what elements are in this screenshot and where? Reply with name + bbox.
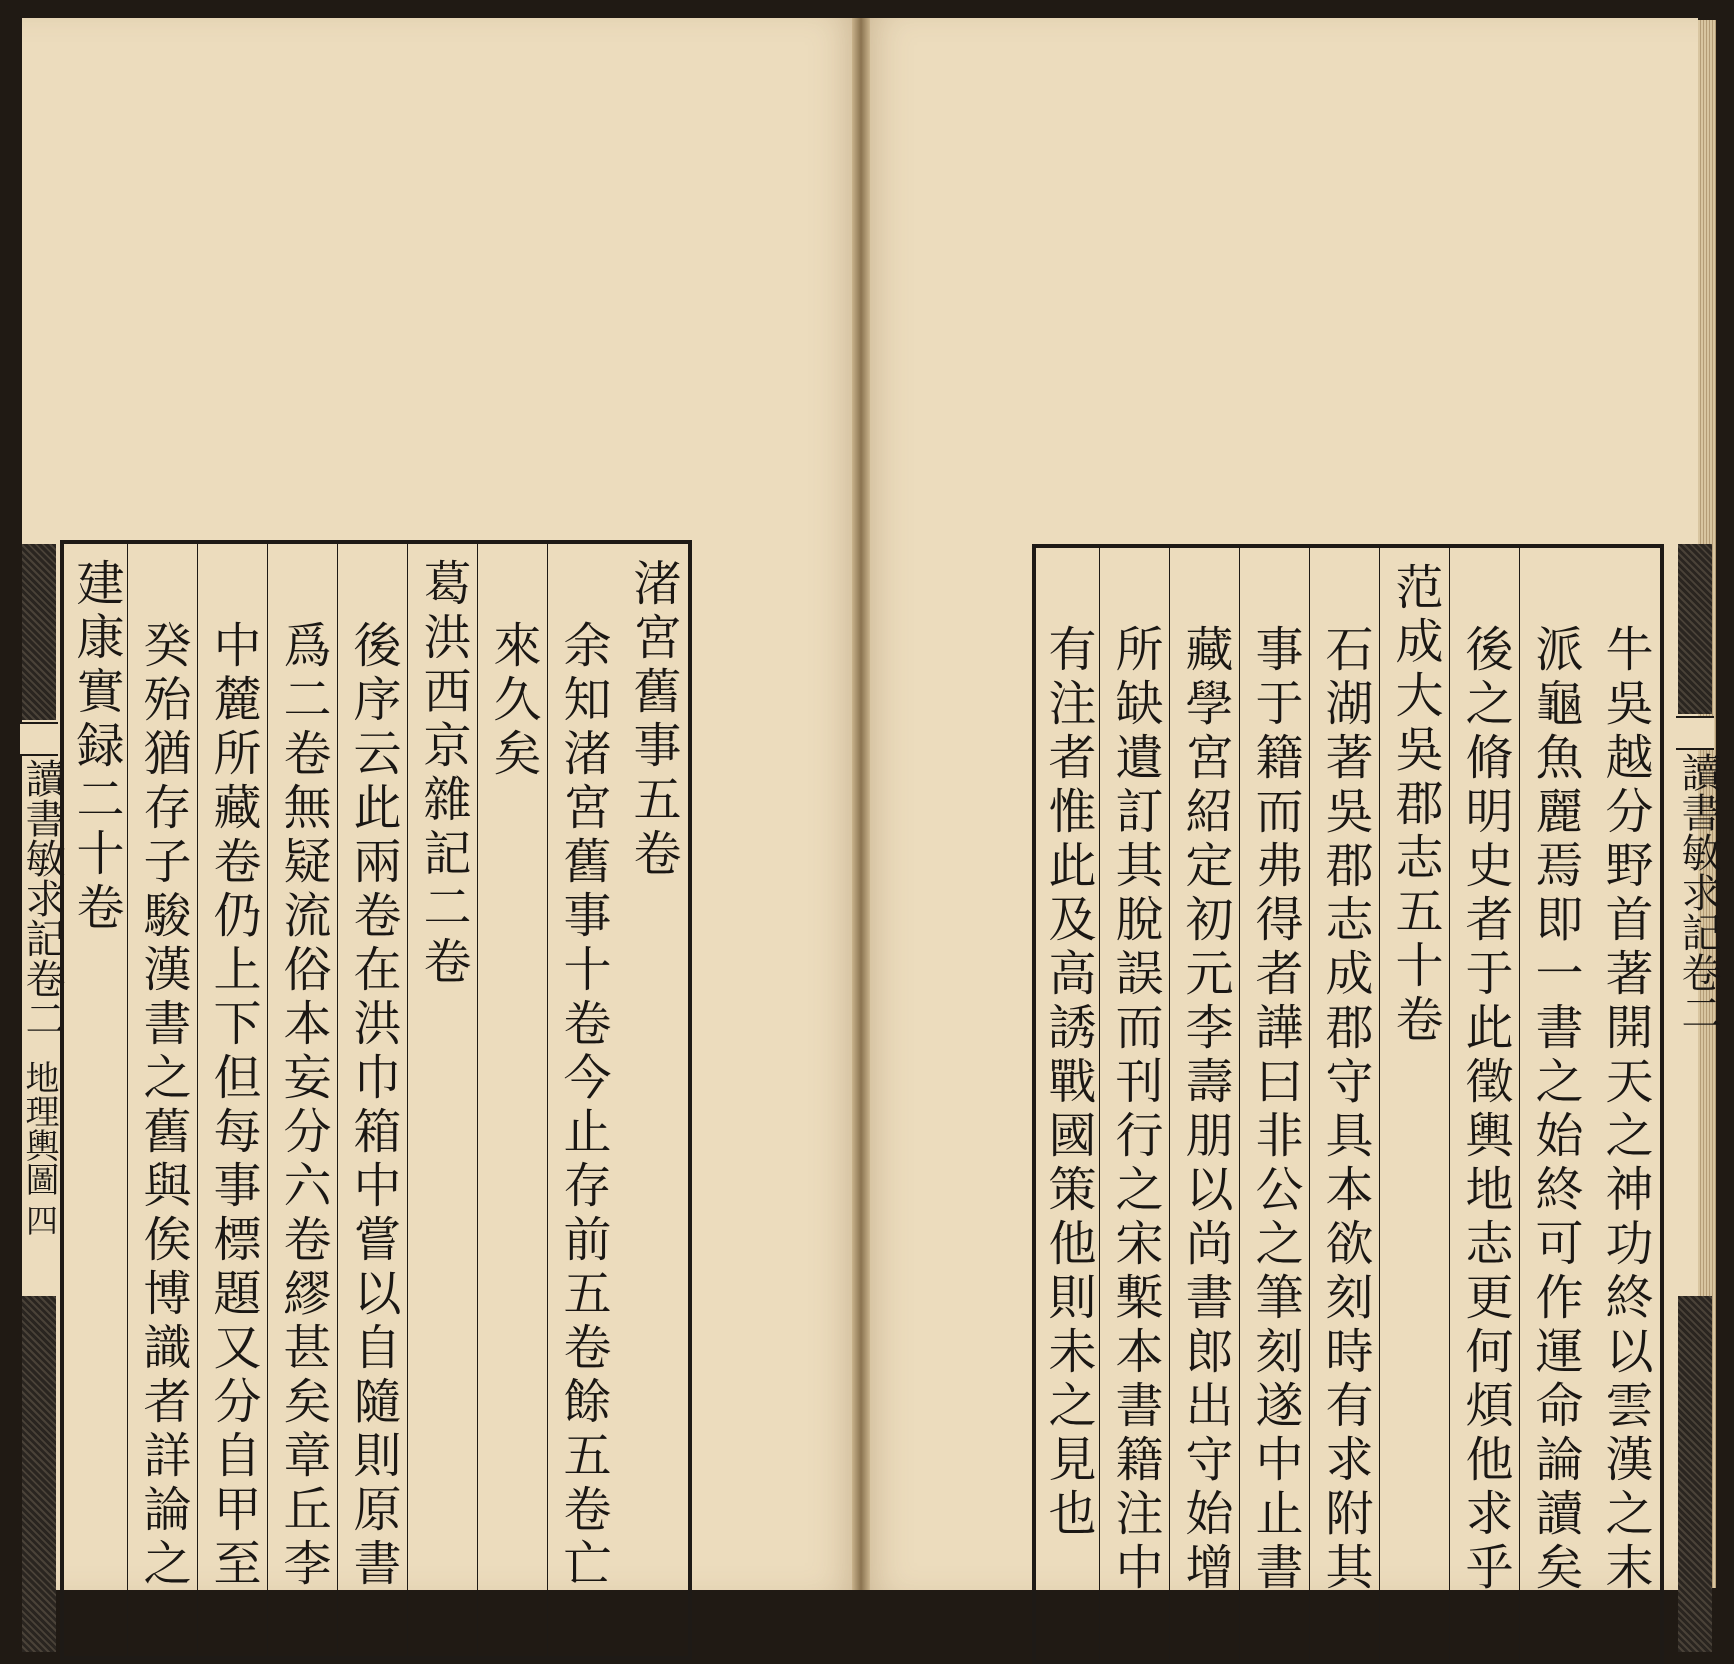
left-banxin-black-mouth-bottom [22,1296,56,1652]
text-column [1590,548,1660,1660]
text-column [407,544,478,1656]
column-text: 范成大吳郡志五十卷 [1387,562,1443,1048]
column-text: 石湖著吳郡志成郡守具本欲刻時有求附其 [1317,624,1373,1596]
text-column [1035,548,1100,1660]
text-column [1239,548,1310,1660]
book-gutter [852,18,870,1590]
left-banxin-fish-tail [20,722,58,756]
text-column [127,544,198,1656]
column-text: 渚宮舊事五卷 [625,558,681,882]
right-banxin-black-mouth-top [1678,544,1712,714]
column-text: 有注者惟此及高誘戰國策他則未之見也 [1040,624,1096,1542]
text-column [547,544,618,1656]
column-text: 派龜魚麗焉即一書之始終可作運命論讀矣 [1527,624,1583,1596]
right-banxin-title: 讀書敏求記卷二 [1675,752,1721,1032]
column-text: 建康實録二十卷 [68,558,124,936]
text-column [477,544,548,1656]
column-text: 所缺遺訂其脫誤而刊行之宋槧本書籍注中 [1107,624,1163,1596]
text-column [197,544,268,1656]
column-text: 爲二卷無疑流俗本妄分六卷繆甚矣章丘李 [275,620,331,1592]
text-column [1519,548,1590,1660]
text-column [267,544,338,1656]
left-banxin-page-number: 四 [21,1204,59,1236]
text-column [1309,548,1380,1660]
column-text: 余知渚宮舊事十卷今止存前五卷餘五卷亡 [555,620,611,1592]
right-text-frame [1032,544,1664,1664]
text-column [63,544,128,1656]
text-column [1169,548,1240,1660]
column-text: 事于籍而弗得者譁曰非公之筆刻遂中止書 [1247,624,1303,1596]
column-text: 來久矣 [485,620,541,782]
text-column [337,544,408,1656]
left-banxin-black-mouth-top [22,544,56,720]
text-column [1099,548,1170,1660]
left-banxin-section: 地理輿圖 [19,1060,59,1196]
left-text-frame [60,540,692,1660]
left-banxin-title: 讀書敏求記卷二 [19,758,65,1038]
text-column [1379,548,1450,1660]
right-banxin-fish-tail [1676,716,1714,750]
column-text: 癸殆猶存子駿漢書之舊與俟博識者詳論之 [135,620,191,1592]
column-text: 葛洪西京雜記二卷 [415,558,471,990]
column-text: 牛吳越分野首著開天之神功終以雲漢之末 [1597,624,1653,1596]
column-text: 後之脩明史者于此徵輿地志更何煩他求乎 [1457,624,1513,1596]
text-column [618,544,688,1656]
column-text: 中麓所藏卷仍上下但每事標題又分自甲至 [205,620,261,1592]
column-text: 藏學宮紹定初元李壽朋以尚書郎出守始增 [1177,624,1233,1596]
text-column [1449,548,1520,1660]
column-text: 後序云此兩卷在洪巾箱中嘗以自隨則原書 [345,620,401,1592]
right-banxin-black-mouth-bottom [1678,1296,1712,1652]
